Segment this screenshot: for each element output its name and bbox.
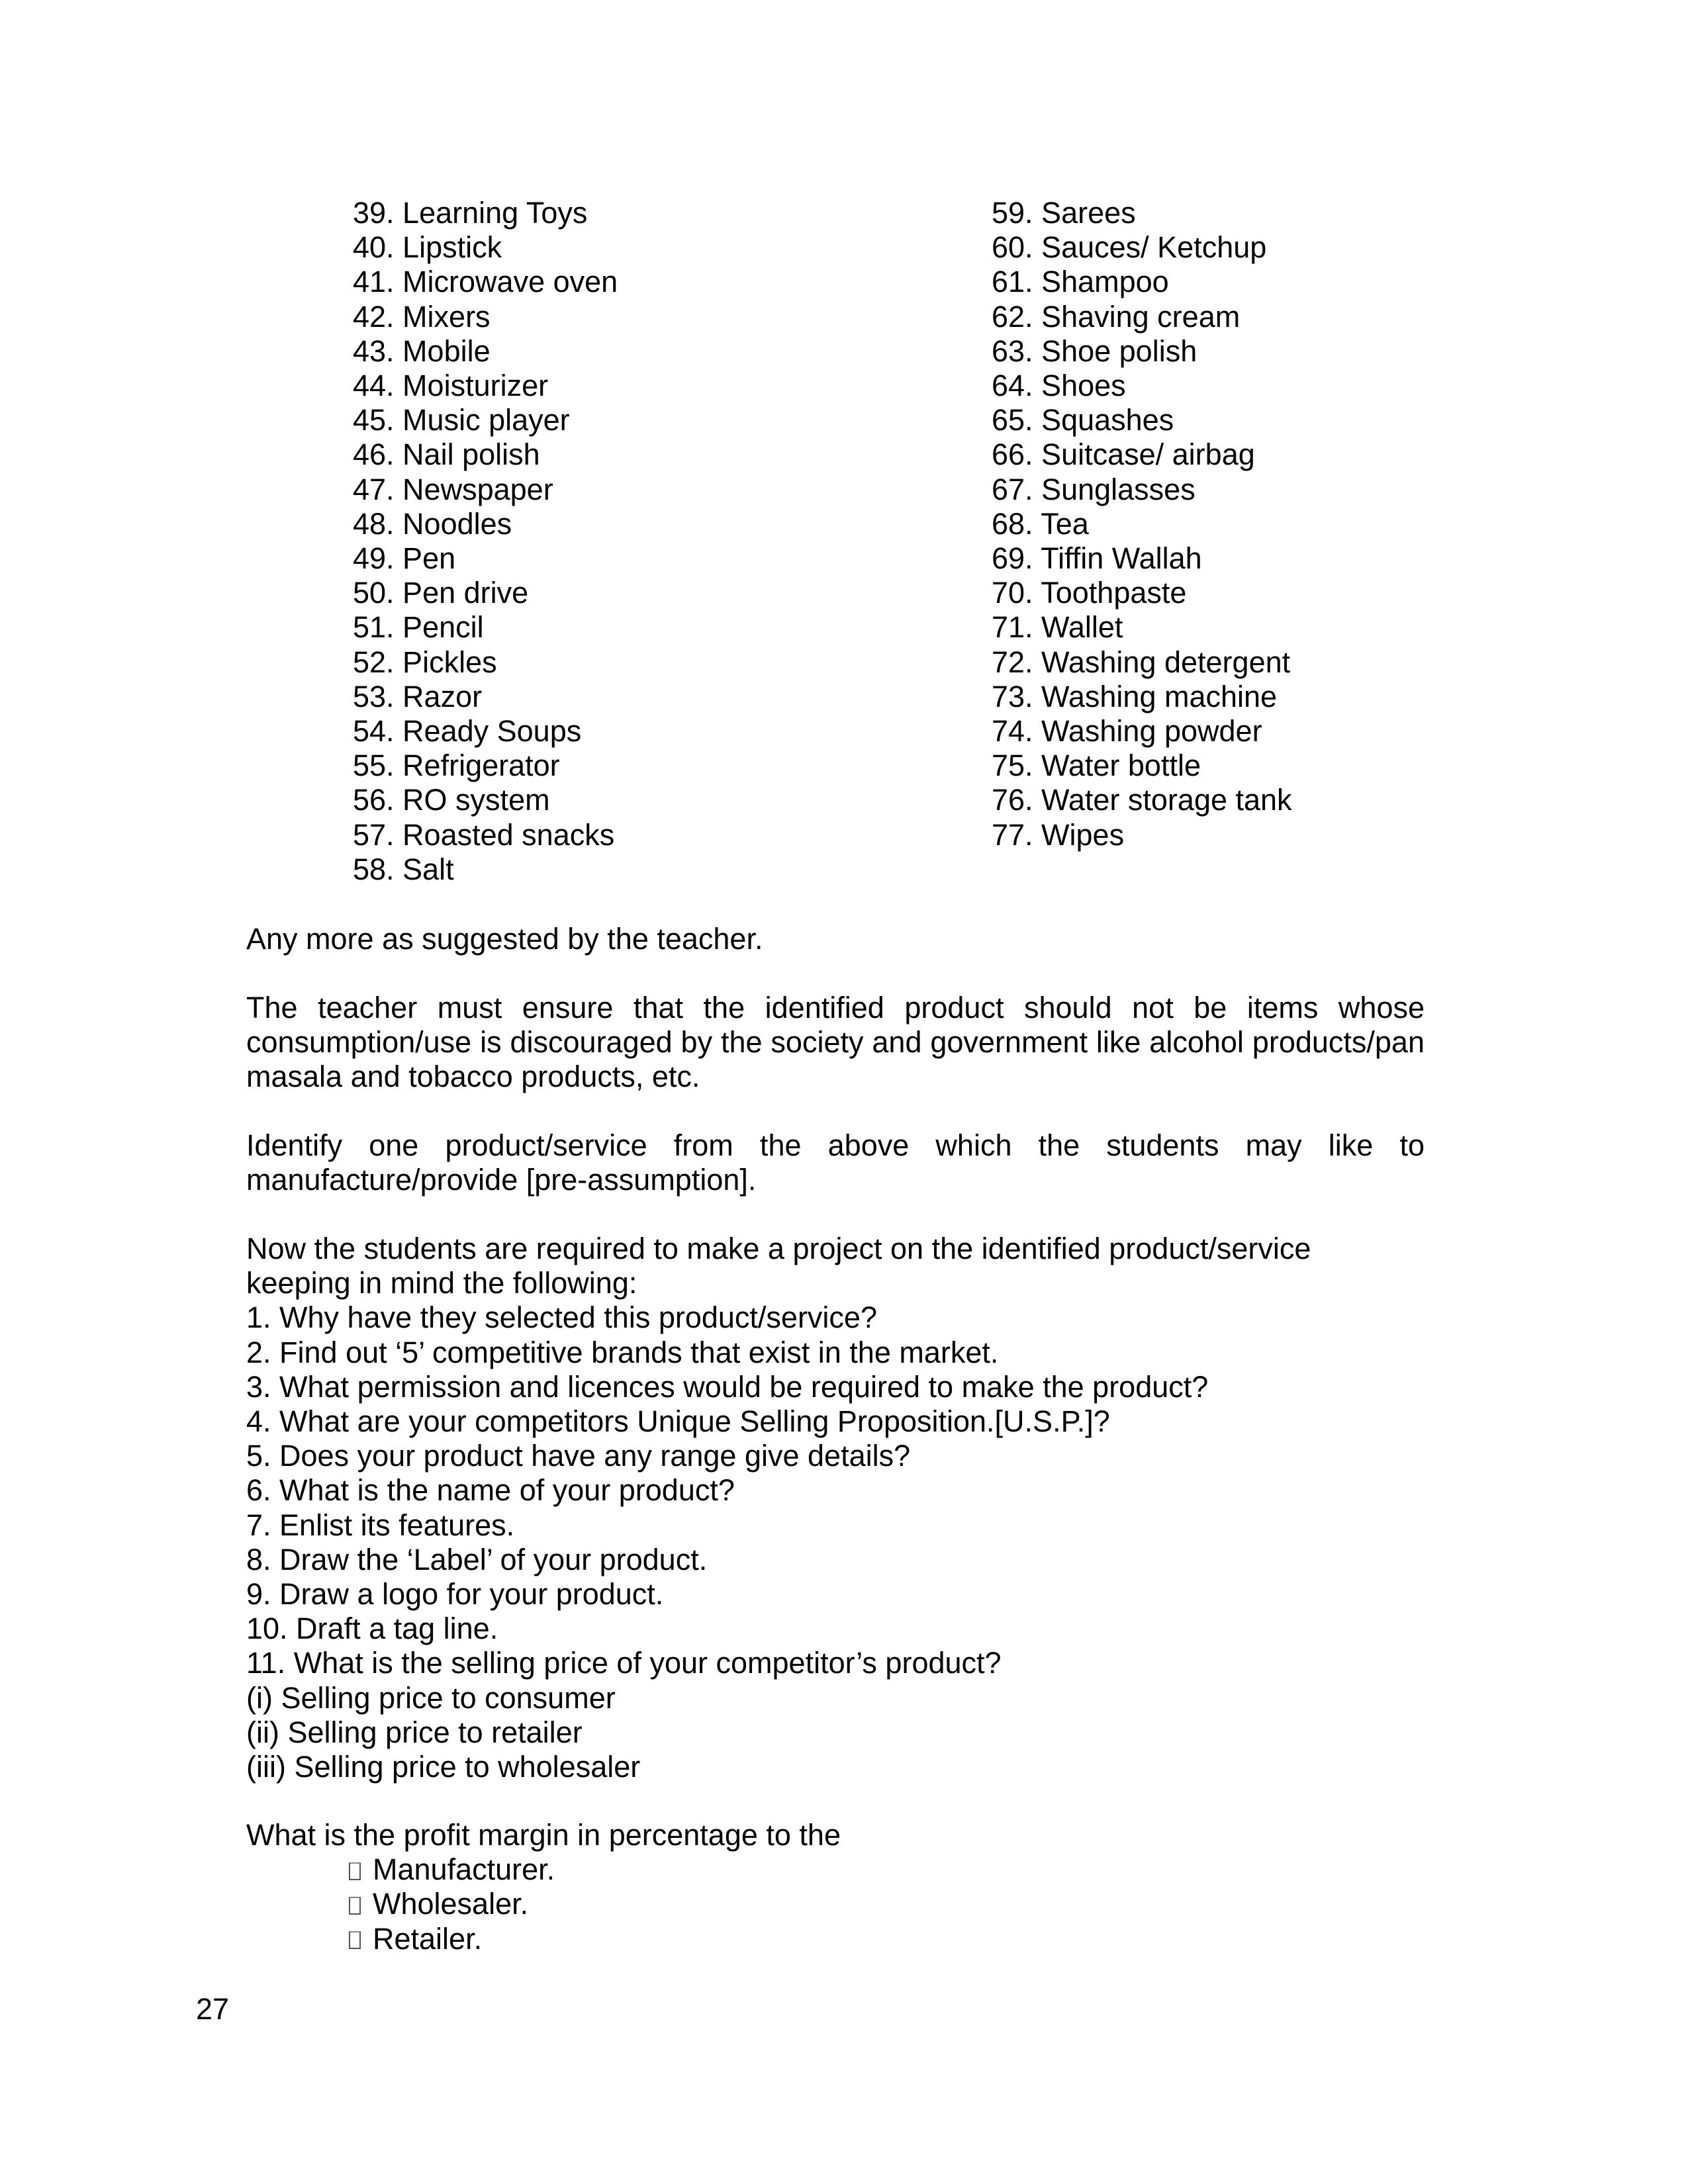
list-item: 44. Moisturizer (353, 369, 549, 403)
sub-question-item: (ii) Selling price to retailer (246, 1715, 583, 1749)
list-item: 51. Pencil (353, 610, 484, 645)
list-item: 42. Mixers (353, 299, 491, 334)
list-item: 63. Shoe polish (992, 334, 1197, 368)
list-item: 56. RO system (353, 783, 550, 817)
empty-box-icon (349, 1931, 361, 1949)
question-item: 11. What is the selling price of your competitor’s product? (246, 1646, 1002, 1680)
list-item: 67. Sunglasses (992, 472, 1196, 506)
question-list (246, 1300, 1425, 1784)
list-item: 69. Tiffin Wallah (992, 541, 1202, 576)
project-instructions (246, 1232, 1425, 1784)
sub-question-item: (iii) Selling price to wholesaler (246, 1750, 641, 1784)
empty-box-icon (349, 1897, 361, 1915)
profit-margin-item-label: Manufacturer. (373, 1852, 555, 1887)
question-item: 8. Draw the ‘Label’ of your product. (246, 1542, 708, 1576)
question-item: 5. Does your product have any range give details? (246, 1439, 911, 1473)
list-item: 77. Wipes (992, 817, 1125, 852)
question-item: 2. Find out ‘5’ competitive brands that exist in the market. (246, 1335, 999, 1369)
list-item: 52. Pickles (353, 645, 497, 679)
list-item: 39. Learning Toys (353, 196, 588, 230)
question-item: 9. Draw a logo for your product. (246, 1577, 664, 1612)
list-item: 58. Salt (353, 852, 454, 886)
list-item: 75. Water bottle (992, 749, 1201, 783)
profit-margin-item-label: Wholesaler. (373, 1887, 529, 1921)
list-item: 40. Lipstick (353, 230, 502, 265)
list-item: 71. Wallet (992, 610, 1123, 645)
question-item: 6. What is the name of your product? (246, 1473, 735, 1508)
profit-margin-list (246, 1852, 1425, 1956)
list-item: 55. Refrigerator (353, 749, 560, 783)
question-item: 1. Why have they selected this product/service? (246, 1300, 877, 1335)
list-item: 54. Ready Soups (353, 714, 582, 749)
sub-question-item: (i) Selling price to consumer (246, 1680, 616, 1715)
list-item: 48. Noodles (353, 506, 512, 541)
empty-box-icon (349, 1862, 361, 1880)
list-item: 65. Squashes (992, 403, 1174, 437)
list-item: 68. Tea (992, 506, 1089, 541)
question-item: 7. Enlist its features. (246, 1508, 515, 1542)
instructions-intro-line-1: Now the students are required to make a project on the identified product/service (246, 1232, 1311, 1265)
list-item: 76. Water storage tank (992, 783, 1292, 817)
list-item: 50. Pen drive (353, 576, 529, 610)
list-item: 59. Sarees (992, 196, 1136, 230)
list-item: 43. Mobile (353, 334, 491, 368)
list-item: 53. Razor (353, 679, 483, 713)
profit-margin-item (349, 1887, 1425, 1921)
list-item: 72. Washing detergent (992, 645, 1291, 679)
question-item: 4. What are your competitors Unique Selling Proposition.[U.S.P.]? (246, 1404, 1110, 1439)
list-item: 46. Nail polish (353, 437, 540, 472)
list-item: 61. Shampoo (992, 265, 1169, 299)
list-item: 64. Shoes (992, 369, 1126, 403)
profit-margin-heading: What is the profit margin in percentage to the (246, 1818, 841, 1852)
list-item: 49. Pen (353, 541, 456, 576)
question-item: 10. Draft a tag line. (246, 1612, 498, 1646)
profit-margin-item (349, 1922, 1425, 1956)
product-list-left-column (353, 196, 618, 887)
list-item: 41. Microwave oven (353, 265, 618, 299)
teacher-ensure-paragraph: The teacher must ensure that the identified product should not be items whose consumption/use is discouraged by the society and government like alcohol products/pan masala and tobacco products, etc. (246, 991, 1425, 1094)
profit-margin-section (246, 1818, 1425, 1956)
list-item: 70. Toothpaste (992, 576, 1187, 610)
product-list-right-column (992, 196, 1292, 852)
instructions-intro-line-2: keeping in mind the following: (246, 1266, 637, 1300)
list-item: 45. Music player (353, 403, 570, 437)
any-more-paragraph: Any more as suggested by the teacher. (246, 922, 763, 956)
list-item: 74. Washing powder (992, 714, 1262, 749)
question-item: 3. What permission and licences would be required to make the product? (246, 1369, 1209, 1404)
identify-paragraph: Identify one product/service from the above which the students may like to manufacture/provide [pre-assumption]. (246, 1128, 1425, 1197)
list-item: 73. Washing machine (992, 679, 1278, 713)
list-item: 62. Shaving cream (992, 299, 1241, 334)
list-item: 60. Sauces/ Ketchup (992, 230, 1267, 265)
profit-margin-item-label: Retailer. (373, 1921, 483, 1956)
list-item: 57. Roasted snacks (353, 817, 615, 852)
list-item: 66. Suitcase/ airbag (992, 437, 1255, 472)
list-item: 47. Newspaper (353, 472, 553, 506)
profit-margin-item (349, 1852, 1425, 1887)
page-number: 27 (196, 1992, 230, 2026)
